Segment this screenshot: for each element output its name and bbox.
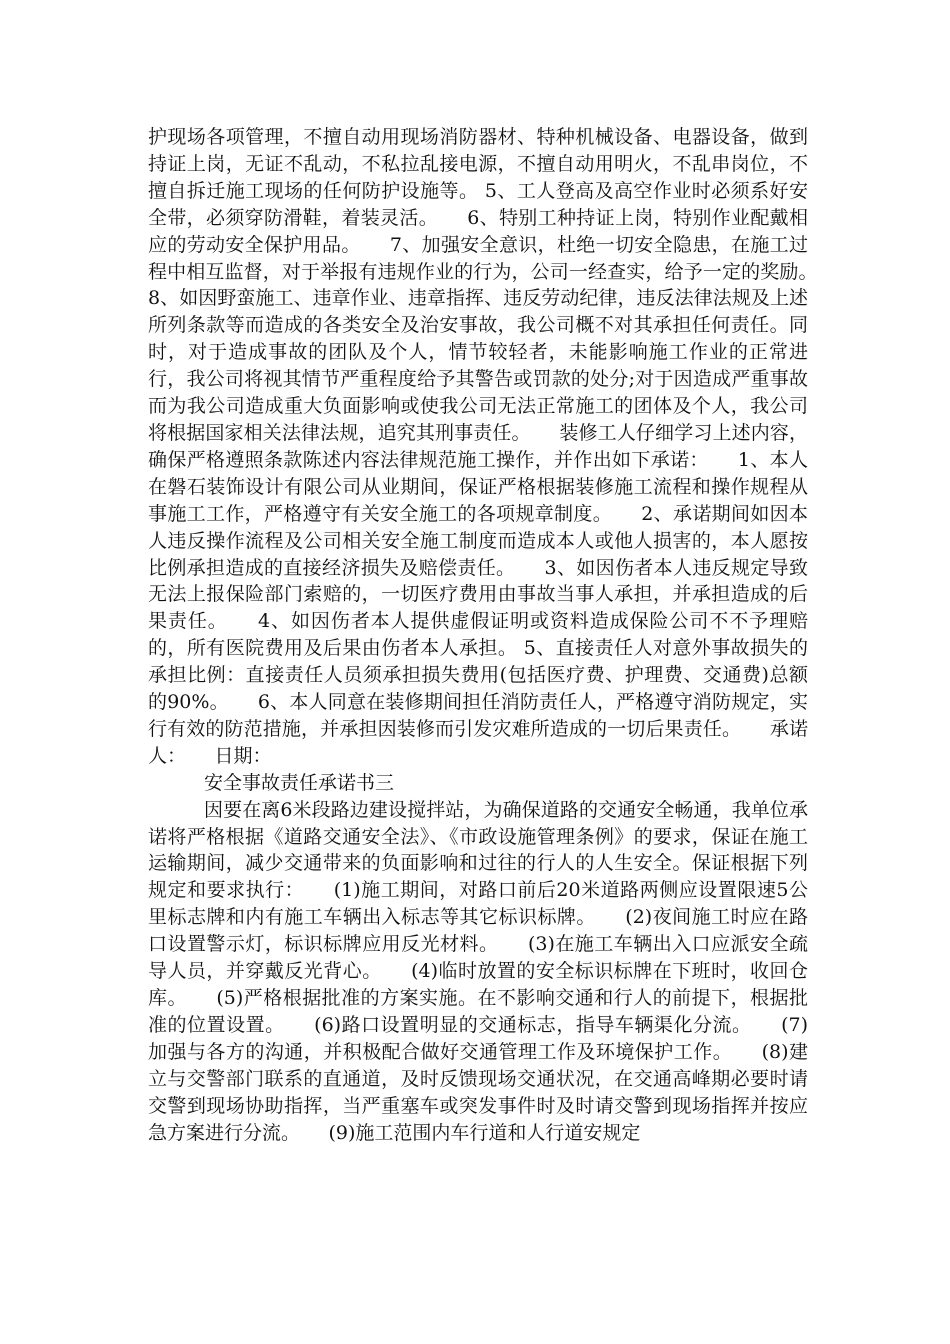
body-paragraph-traffic: 因要在离6米段路边建设搅拌站，为确保道路的交通安全畅通，我单位承诺将严格根据《道路交通安全法》、《市政设施管理条例》的要求，保证在施工运输期间，减少交通带来的负面影响和过往的行人的人生安全。保证根据下列规定和要求执行： (1)施工期间，对路口前后20米道路两侧应设置限速5公里标志牌和内有施工车辆出入标志等其它标识标牌。 (2)夜间施工时应在路口设置警示灯，标识标牌应用反光材料。 (3)在施工车辆出入口应派安全疏导人员，并穿戴反光背心。 (4)临时放置的安全标识标牌在下班时，收回仓库。 (5)严格根据批准的方案实施。在不影响交通和行人的前提下，根据批准的位置设置。 (6)路口设置明显的交通标志，指导车辆渠化分流。 (7)加强与各方的沟通，并积极配合做好交通管理工作及环境保护工作。 (8)建立与交警部门联系的直通道，及时反馈现场交通状况，在交通高峰期必要时请交警到现场协助指挥，当严重塞车或突发事件时及时请交警到现场指挥并按应急方案进行分流。 (9)施工范围内车行道和人行道安规定 bbox=[148, 798, 808, 1144]
body-paragraph-commitments: 护现场各项管理，不擅自动用现场消防器材、特种机械设备、电器设备，做到持证上岗，无证不乱动，不私拉乱接电源，不擅自动用明火，不乱串岗位，不擅自拆迁施工现场的任何防护设施等。 5、工人登高及高空作业时必须系好安全带，必须穿防滑鞋，着装灵活。 6、特别工种持证上岗，特别作业配戴相应的劳动安全保护用品。 7、加强安全意识，杜绝一切安全隐患，在施工过程中相互监督，对于举报有违规作业的行为，公司一经查实，给予一定的奖励。 8、如因野蛮施工、违章作业、违章指挥、违反劳动纪律，违反法律法规及上述所列条款等而造成的各类安全及治安事故，我公司概不对其承担任何责任。同时，对于造成事故的团队及个人，情节较轻者，未能影响施工作业的正常进行，我公司将视其情节严重程度给予其警告或罚款的处分;对于因造成严重事故而为我公司造成重大负面影响或使我公司无法正常施工的团体及个人，我公司将根据国家相关法律法规，追究其刑事责任。 装修工人仔细学习上述内容，确保严格遵照条款陈述内容法律规范施工操作，并作出如下承诺： 1、本人在磐石装饰设计有限公司从业期间，保证严格根据装修施工流程和操作规程从事施工工作，严格遵守有关安全施工的各项规章制度。 2、承诺期间如因本人违反操作流程及公司相关安全施工制度而造成本人或他人损害的，本人愿按比例承担造成的直接经济损失及赔偿责任。 3、如因伤者本人违反规定导致无法上报保险部门索赔的，一切医疗费用由事故当事人承担，并承担造成的后果责任。 4、如因伤者本人提供虚假证明或资料造成保险公司不不予理赔的，所有医院费用及后果由伤者本人承担。 5、直接责任人对意外事故损失的承担比例：直接责任人员须承担损失费用(包括医疗费、护理费、交通费)总额的90%。 6、本人同意在装修期间担任消防责任人，严格遵守消防规定，实行有效的防范措施，并承担因装修而引发灾难所造成的一切后果责任。 承诺人： 日期： bbox=[148, 126, 847, 767]
document-page bbox=[148, 124, 847, 1146]
section-title: 安全事故责任承诺书三 bbox=[204, 771, 395, 794]
